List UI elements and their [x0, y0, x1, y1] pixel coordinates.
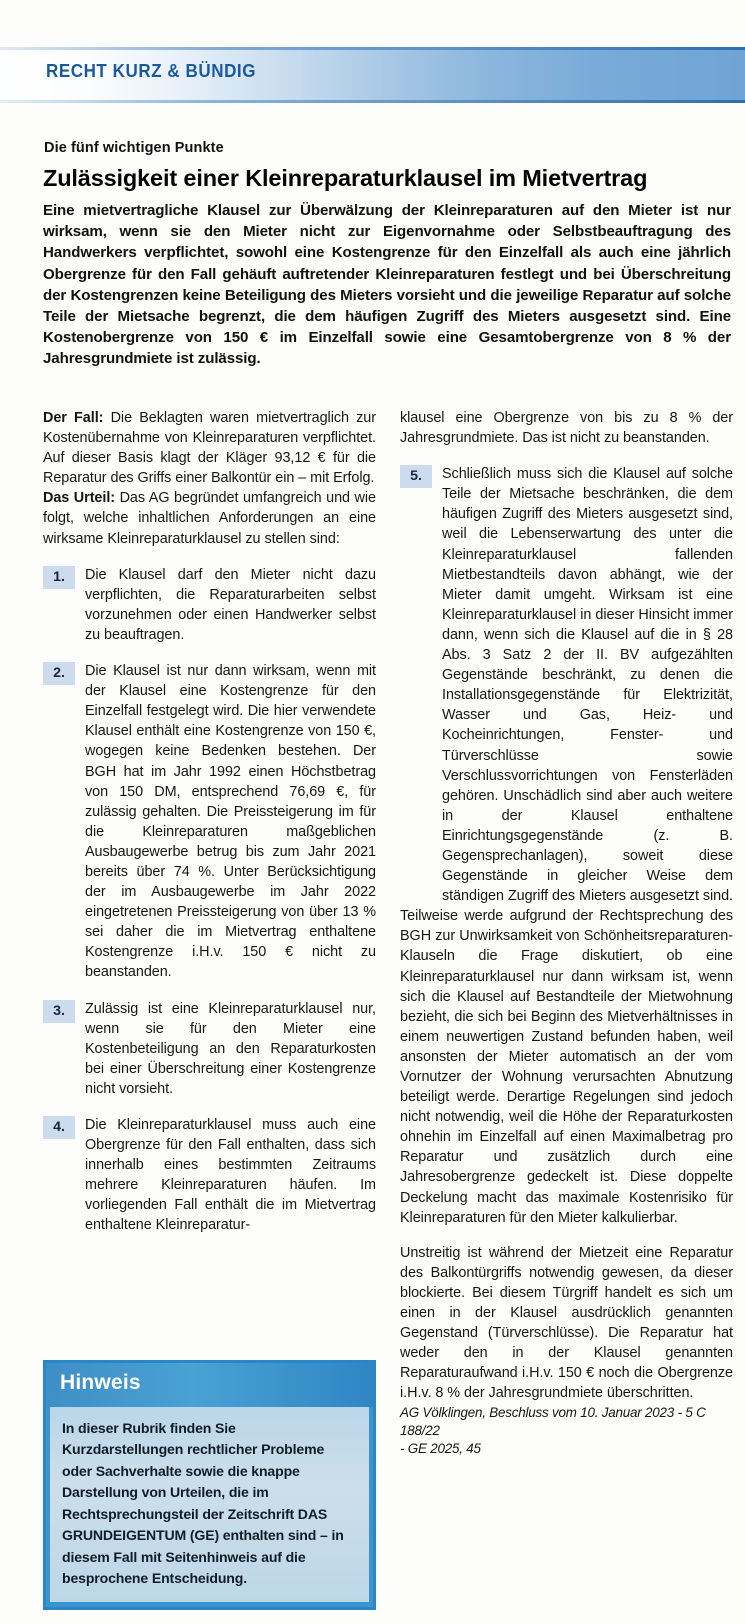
point-number-badge: 3.: [43, 1000, 75, 1023]
numbered-point: [43, 1115, 376, 1236]
point-number-badge: 1.: [43, 566, 75, 589]
banner-rule-bottom: [0, 100, 745, 103]
section-title: RECHT KURZ & BÜNDIG: [46, 60, 257, 81]
page-title: Zulässigkeit einer Kleinreparaturklausel im Mietvertrag: [43, 165, 648, 191]
hinweis-title: Hinweis: [60, 1371, 141, 1394]
point-number-badge: 2.: [43, 662, 75, 685]
point-number-badge: 4.: [43, 1116, 75, 1139]
hinweis-box: [43, 1360, 376, 1610]
continuation-paragraph: klausel eine Obergrenze von bis zu 8 % der Jahresgrundmiete. Das ist nicht zu beanstanden.: [400, 410, 733, 447]
point-number-badge: 5.: [400, 465, 432, 488]
hinweis-header: [46, 1363, 373, 1407]
case-paragraph: [43, 408, 376, 488]
point-text: Zulässig ist eine Kleinreparaturklausel nur, wenn sie für den Mieter eine Kostenbeteiligung an den Reparaturkosten bei einer Überschreitung einer Kostengrenze nicht vorsieht.: [85, 1000, 376, 1097]
case-text: Die Beklagten waren mietvertraglich zur Kostenübernahme von Kleinreparaturen verpflichtet. Auf dieser Basis klagt der Kläger 93,12 € für die Reparatur des Griffs einer Balkontür ein – mit Erfolg.: [43, 410, 376, 487]
citation-line-2: - GE 2025, 45: [400, 1440, 481, 1456]
article-lead: Eine mietvertragliche Klausel zur Überwälzung der Kleinreparaturen auf den Mieter ist nur wirksam, wenn sie den Mieter nicht zur Eigenvornahme oder Selbstbeauftragung des Handwerkers verpflichtet, sowohl eine Kostengrenze für den Einzelfall als auch eine jährlich Obergrenze für den Fall gehäuft auftretender Kleinreparaturen festlegt und bei Überschreitung der Kostengrenzen keine Beteiligung des Mieters vorsieht und die jeweilige Reparatur auf solche Teile der Mietsache begrenzt, die dem häufigen Zugriff des Mieters ausgesetzt sind. Eine Kostenobergrenze von 150 € im Einzelfall sowie eine Gesamtobergrenze von 8 % der Jahresgrundmiete ist zulässig.: [43, 202, 731, 368]
discussion-paragraph: Teilweise werde aufgrund der Rechtsprechung des BGH zur Unwirksamkeit von Schönheitsreparaturen-Klauseln die Frage diskutiert, ob eine Kleinreparaturklausel nur dann wirksam ist, wenn sich die Klausel auf Bestandteile der Mietwohnung bezieht, die sich bei Beginn des Mietverhältnisses in einem neuwertigen Zustand befunden haben, weil ansonsten der Mieter automatisch an der vom Vornutzer der Wohnung verursachten Abnutzung beteiligt werde. Derartige Regelungen sind jedoch nicht notwendig, weil die Höhe der Reparaturkosten ohnehin im Einzelfall auf einen Maximalbetrag pro Reparatur und zusätzlich durch eine Jahresobergrenze gedeckelt ist. Diese doppelte Deckelung macht das maximale Kostenrisiko für Kleinreparaturen für den Mieter kalkulierbar.: [400, 908, 733, 1226]
case-label: Der Fall:: [43, 410, 104, 426]
numbered-point: [400, 464, 733, 906]
point-text: Schließlich muss sich die Klausel auf solche Teile der Mietsache beschränken, die dem häufigen Zugriff des Mieters ausgesetzt sind, weil die Lebenserwartung des unter die Kleinreparaturklausel fallenden Mietbestandteils davon abhängt, wie der Mieter damit umgeht. Wirksam ist eine Kleinreparaturklausel in dieser Hinsicht immer dann, wenn sich die Klausel auf die in § 28 Abs. 3 Satz 2 der II. BV aufgezählten Gegenstände beschränkt, zu denen die Installationsgegenstände für Elektrizität, Wasser und Gas, Heiz- und Kocheinrichtungen, Fenster- und Türverschlüsse sowie Verschlussvorrichtungen von Fensterläden gehören. Unschädlich sind aber auch weitere in der Klausel enthaltene Einrichtungsgegenstände (z. B. Gegensprechanlagen), soweit diese Gegenstände in gleicher Weise dem ständigen Zugriff des Mieters ausgesetzt sind.: [442, 466, 733, 905]
point-text: Die Klausel darf den Mieter nicht dazu verpflichten, die Reparaturarbeiten selbst vorzunehmen oder einen Handwerker selbst zu beauftragen.: [85, 566, 376, 643]
numbered-point: [43, 565, 376, 645]
hinweis-body: In dieser Rubrik finden Sie Kurzdarstellungen rechtlicher Probleme oder Sachverhalte sowie die knappe Darstellung von Urteilen, die im Rechtsprechungsteil der Zeitschrift DAS GRUNDEIGENTUM (GE) enthalten sind – in diesem Fall mit Seitenhinweis auf die besprochene Entscheidung.: [50, 1407, 369, 1602]
conclusion-paragraph: Unstreitig ist während der Mietzeit eine Reparatur des Balkontürgriffs notwendig gewesen, da dieser blockierte. Bei diesem Türgriff handelt es sich um einen in der Klausel ausdrücklich genannten Gegenstand (Türverschlüsse). Die Reparatur hat weder den in der Klausel genannten Reparaturaufwand i.H.v. 150 € noch die Obergrenze i.H.v. 8 % der Jahresgrundmiete überschritten.: [400, 1244, 733, 1402]
article-kicker: Die fünf wichtigen Punkte: [44, 140, 224, 156]
citation-line-1: AG Völklingen, Beschluss vom 10. Januar 2023 - 5 C 188/22: [400, 1404, 706, 1438]
numbered-point: [43, 999, 376, 1099]
point-text: Die Klausel ist nur dann wirksam, wenn mit der Klausel eine Kostengrenze für den Einzelfall festgelegt wird. Die hier verwendete Klausel enthält eine Kostengrenze von 150 €, wogegen keine Bedenken bestehen. Der BGH hat im Jahr 1992 einen Höchstbetrag von 150 DM, entsprechend 76,69 €, für zulässig gehalten. Die Preissteigerung im für die Kleinreparaturen maßgeblichen Ausbaugewerbe betrug bis zum Jahr 2021 bereits über 74 %. Unter Berücksichtigung der im Ausbaugewerbe im Jahr 2022 eingetretenen Preissteigerung von über 13 % sei daher die im Mietvertrag enthaltene Kostengrenze i.H.v. 150 € nicht zu beanstanden.: [85, 663, 376, 981]
point-text: Die Kleinreparaturklausel muss auch eine Obergrenze für den Fall enthalten, dass sich innerhalb eines bestimmten Zeitraums mehrere Kleinreparaturen häufen. Im vorliegenden Fall enthält die im Mietvertrag enthaltene Kleinreparatur-: [85, 1117, 376, 1234]
ruling-text: Das AG begründet umfangreich und wie folgt, welche inhaltlichen Anforderungen an eine wirksame Kleinreparaturklausel zu stellen sind:: [43, 490, 376, 547]
numbered-point: [43, 661, 376, 983]
left-column: [43, 408, 376, 1236]
ruling-label: Das Urteil:: [43, 490, 116, 507]
ruling-paragraph: [43, 488, 376, 548]
right-column: [400, 408, 733, 1458]
section-banner: [0, 47, 745, 103]
